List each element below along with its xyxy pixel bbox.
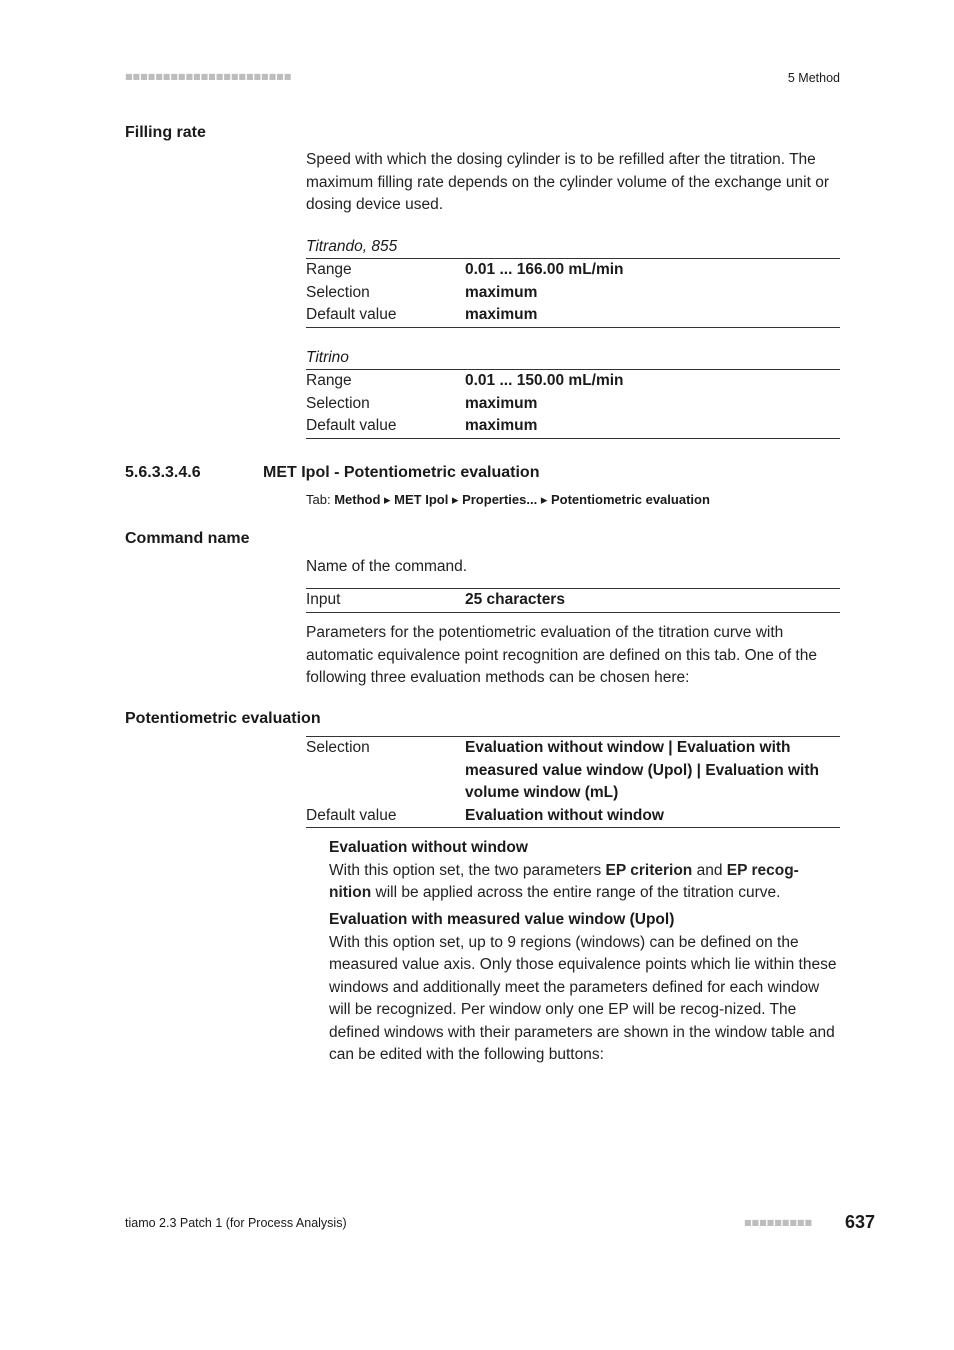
command-name-heading: Command name bbox=[125, 530, 250, 547]
table-row bbox=[306, 282, 840, 305]
tab-path bbox=[306, 492, 710, 508]
filling-rate-table-titrando bbox=[306, 236, 840, 328]
table-key: Default value bbox=[306, 417, 397, 434]
option-text-part: and bbox=[692, 861, 727, 879]
filling-rate-heading: Filling rate bbox=[125, 124, 206, 141]
option-text: With this option set, up to 9 regions (windows) can be defined on the measured value axis. Only those equivalence points which lie within these windows and additionally meet the parameters defined for each window will be recognized. Per window only one EP will be recog-nized. The defined windows with their parameters are shown in the window table and can be edited with the following buttons: bbox=[329, 933, 837, 1063]
option-evaluation-without-window bbox=[329, 837, 837, 905]
table-row bbox=[306, 588, 840, 613]
table-row bbox=[306, 736, 840, 805]
table-row bbox=[306, 370, 840, 393]
tab-path-separator: ▸ bbox=[448, 492, 463, 507]
filling-rate-description: Speed with which the dosing cylinder is to be refilled after the titration. The maximum filling rate depends on the cylinder volume of the exchange unit or dosing device used. bbox=[306, 151, 829, 213]
tab-path-separator: ▸ bbox=[380, 492, 395, 507]
option-title: Evaluation with measured value window (Upol) bbox=[329, 911, 675, 928]
option-text bbox=[329, 860, 837, 905]
table-key: Selection bbox=[306, 739, 370, 756]
table-value: 0.01 ... 150.00 mL/min bbox=[465, 372, 624, 389]
command-name-description: Name of the command. bbox=[306, 558, 468, 575]
potentiometric-evaluation-heading: Potentiometric evaluation bbox=[125, 710, 321, 727]
table-key: Range bbox=[306, 372, 352, 389]
table-caption: Titrando, 855 bbox=[306, 236, 840, 259]
footer-product: tiamo 2.3 Patch 1 (for Process Analysis) bbox=[125, 1216, 347, 1230]
option-text-part: will be applied across the entire range of the titration curve. bbox=[371, 884, 781, 901]
tab-path-item: Method bbox=[334, 492, 381, 507]
table-row bbox=[306, 259, 840, 282]
tab-path-item: MET Ipol bbox=[394, 492, 449, 507]
table-row bbox=[306, 415, 840, 439]
section-number: 5.6.3.3.4.6 bbox=[125, 464, 201, 481]
command-name-paragraph: Parameters for the potentiometric evaluation of the titration curve with automatic equivalence point recognition are defined on this tab. One of the following three evaluation methods can be chosen here: bbox=[306, 624, 817, 686]
option-text-part: With this option set, the two parameters bbox=[329, 861, 606, 879]
table-row bbox=[306, 805, 840, 829]
footer-decoration: ■■■■■■■■■ bbox=[744, 1218, 813, 1227]
table-caption: Titrino bbox=[306, 347, 840, 370]
header-chapter: 5 Method bbox=[787, 71, 840, 85]
tab-prefix: Tab: bbox=[306, 492, 335, 507]
tab-path-separator: ▸ bbox=[537, 492, 551, 507]
table-value: maximum bbox=[465, 306, 538, 323]
option-title: Evaluation without window bbox=[329, 839, 528, 856]
command-name-table bbox=[306, 588, 840, 613]
table-row bbox=[306, 393, 840, 416]
table-key: Input bbox=[306, 591, 341, 608]
table-value: 0.01 ... 166.00 mL/min bbox=[465, 261, 624, 278]
table-value: Evaluation without window | Evaluation with measured value window (Upol) | Evaluation with volume window (mL) bbox=[465, 739, 819, 801]
option-text-bold: EP recog-nition bbox=[329, 861, 799, 901]
table-key: Default value bbox=[306, 806, 397, 824]
page-number: 637 bbox=[845, 1212, 876, 1232]
table-key: Range bbox=[306, 261, 352, 278]
table-key: Selection bbox=[306, 394, 370, 412]
option-text-bold: EP criterion bbox=[605, 861, 693, 879]
header-decoration: ■■■■■■■■■■■■■■■■■■■■■■ bbox=[125, 72, 292, 81]
section-title: MET Ipol - Potentiometric evaluation bbox=[263, 464, 540, 481]
filling-rate-table-titrino bbox=[306, 347, 840, 439]
option-evaluation-measured-window bbox=[329, 909, 837, 1067]
table-value: maximum bbox=[465, 417, 538, 434]
table-value: maximum bbox=[465, 283, 538, 301]
potentiometric-evaluation-table bbox=[306, 736, 840, 828]
table-key: Default value bbox=[306, 306, 397, 323]
table-value: Evaluation without window bbox=[465, 806, 664, 824]
tab-path-item: Properties... bbox=[462, 492, 538, 507]
table-row bbox=[306, 304, 840, 328]
tab-path-item: Potentiometric evaluation bbox=[550, 492, 710, 507]
table-value: 25 characters bbox=[465, 591, 565, 608]
table-value: maximum bbox=[465, 394, 538, 412]
table-key: Selection bbox=[306, 283, 370, 301]
